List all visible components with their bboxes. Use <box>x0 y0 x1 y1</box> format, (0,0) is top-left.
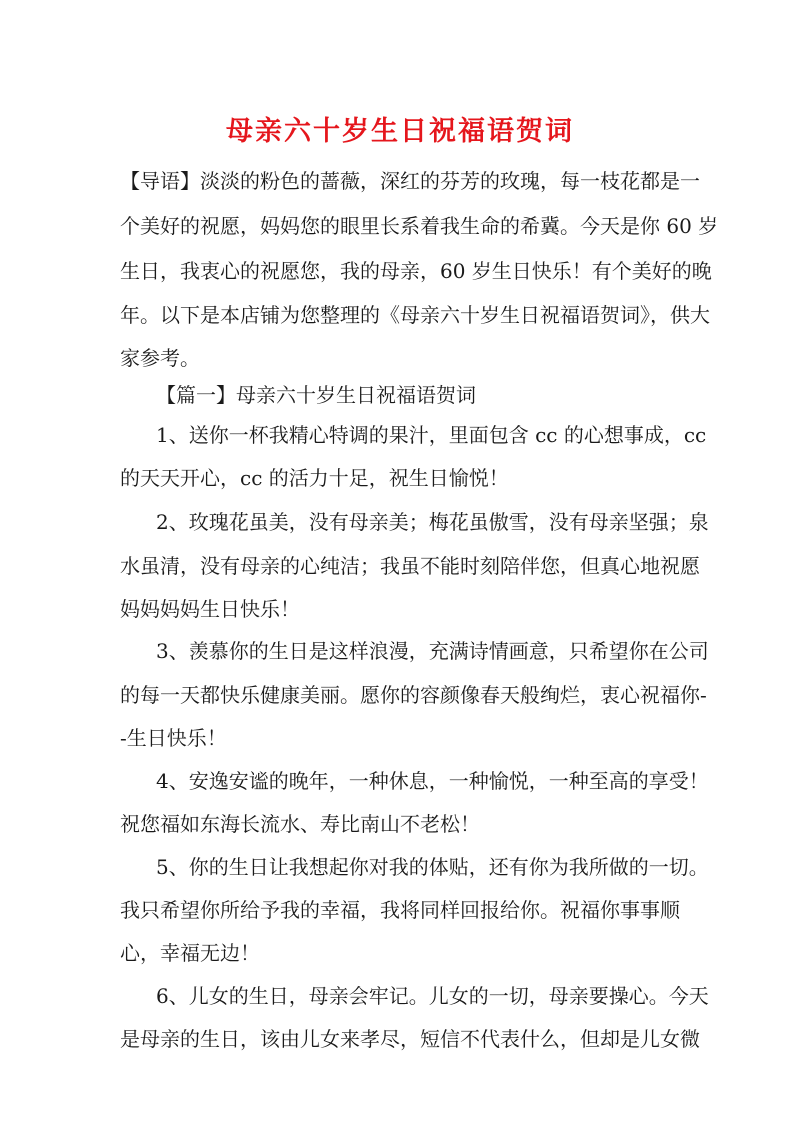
item-1-line-1: 1、送你一杯我精心特调的果汁，里面包含 cc 的心想事成，cc <box>156 423 707 447</box>
intro-line-3: 生日，我衷心的祝愿您，我的母亲，60 岁生日快乐！有个美好的晚 <box>120 259 712 283</box>
item-3-line-1: 3、羡慕你的生日是这样浪漫，充满诗情画意，只希望你在公司 <box>156 639 709 663</box>
item-4-line-1: 4、安逸安谧的晚年，一种休息，一种愉悦，一种至高的享受！ <box>156 769 709 793</box>
item-1-line-2: 的天天开心，cc 的活力十足，祝生日愉悦！ <box>120 466 509 490</box>
item-5-line-1: 5、你的生日让我想起你对我的体贴，还有你为我所做的一切。 <box>156 855 709 879</box>
intro-line-5: 家参考。 <box>120 346 200 370</box>
intro-line-2: 个美好的祝愿，妈妈您的眼里长系着我生命的希冀。今天是你 60 岁 <box>120 214 719 238</box>
item-3-line-3: -生日快乐！ <box>120 726 227 750</box>
item-2-line-1: 2、玫瑰花虽美，没有母亲美；梅花虽傲雪，没有母亲坚强；泉 <box>156 510 709 534</box>
intro-line-4: 年。以下是本店铺为您整理的《母亲六十岁生日祝福语贺词》，供大 <box>120 303 710 327</box>
item-2-line-2: 水虽清，没有母亲的心纯洁；我虽不能时刻陪伴您，但真心地祝愿 <box>120 554 700 578</box>
section-heading: 【篇一】母亲六十岁生日祝福语贺词 <box>156 383 476 407</box>
item-5-line-2: 我只希望你所给予我的幸福，我将同样回报给你。祝福你事事顺 <box>120 898 680 922</box>
item-3-line-2: 的每一天都快乐健康美丽。愿你的容颜像春天般绚烂，衷心祝福你- <box>120 683 707 707</box>
intro-line-1: 【导语】淡淡的粉色的蔷薇，深红的芬芳的玫瑰，每一枝花都是一 <box>120 169 700 193</box>
item-6-line-1: 6、儿女的生日，母亲会牢记。儿女的一切，母亲要操心。今天 <box>156 984 709 1008</box>
item-2-line-3: 妈妈妈妈生日快乐！ <box>120 597 300 621</box>
document-title: 母亲六十岁生日祝福语贺词 <box>226 116 574 147</box>
item-6-line-2: 是母亲的生日，该由儿女来孝尽，短信不代表什么，但却是儿女微 <box>120 1027 700 1051</box>
item-5-line-3: 心，幸福无边！ <box>120 941 260 965</box>
item-4-line-2: 祝您福如东海长流水、寿比南山不老松！ <box>120 812 480 836</box>
